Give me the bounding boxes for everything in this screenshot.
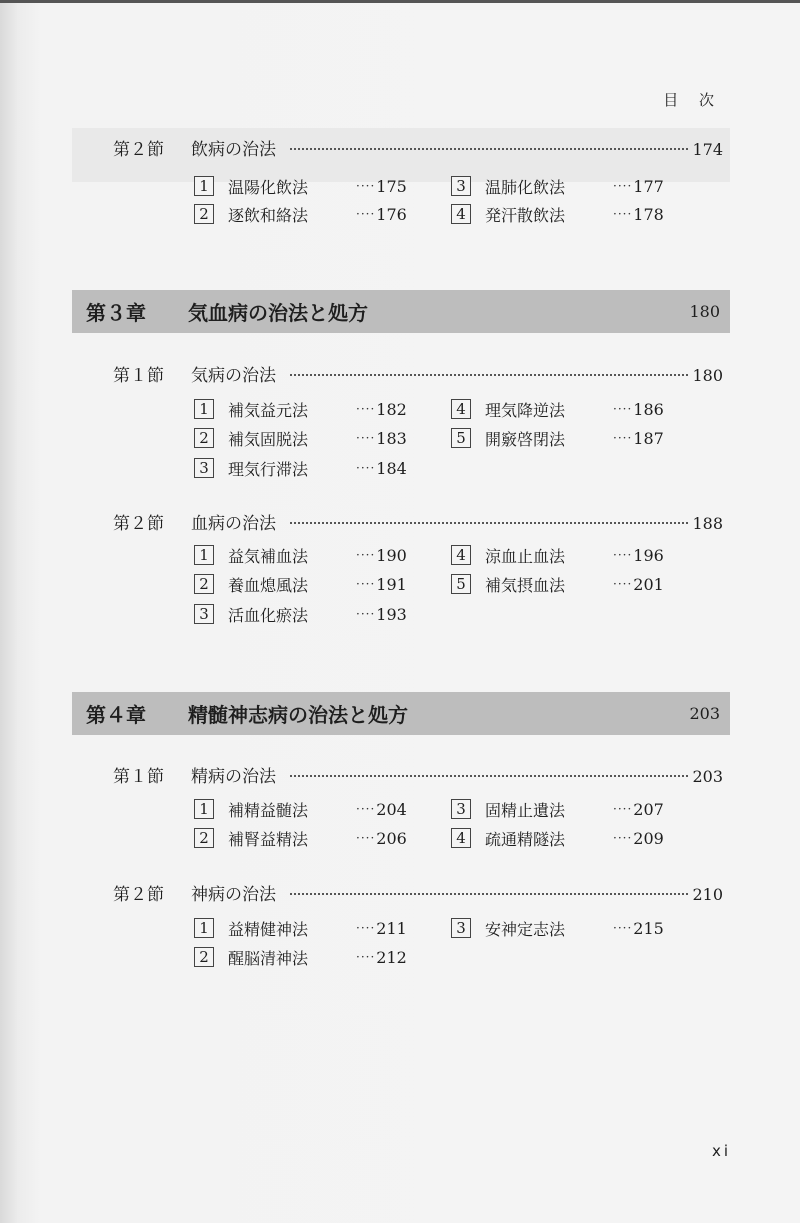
item-label: 発汗散飲法 [485, 205, 566, 225]
item-label: 疏通精隧法 [485, 829, 566, 849]
toc-item[interactable] [451, 202, 664, 226]
item-page: 193 [376, 604, 407, 624]
section-page: 180 [692, 366, 723, 385]
running-head: 目 次 [663, 91, 722, 109]
item-label: 養血熄風法 [228, 575, 309, 595]
section-number: 第１節 [113, 366, 164, 386]
toc-item[interactable] [194, 543, 407, 567]
chapter-number: 第４章 [86, 703, 146, 727]
item-label: 開竅啓閉法 [485, 429, 566, 449]
item-page: 207 [633, 799, 664, 819]
section-title: 神病の治法 [191, 885, 276, 905]
dot-leader: ···· [356, 802, 376, 816]
item-page: 177 [633, 176, 664, 196]
toc-item[interactable] [451, 826, 664, 850]
item-number-box: 2 [194, 947, 214, 967]
toc-item[interactable] [194, 397, 407, 421]
toc-item[interactable] [451, 426, 664, 450]
dot-leader: ···· [613, 802, 633, 816]
toc-item[interactable] [194, 456, 407, 480]
item-page: 215 [633, 918, 664, 938]
item-label: 益気補血法 [228, 546, 309, 566]
page-folio: xi [712, 1142, 732, 1160]
dot-leader: ···· [356, 548, 376, 562]
item-page: 206 [376, 828, 407, 848]
item-number-box: 1 [194, 545, 214, 565]
item-number-box: 1 [194, 399, 214, 419]
item-page: 184 [376, 458, 407, 478]
chapter-title: 気血病の治法と処方 [188, 301, 368, 325]
item-label: 固精止遺法 [485, 800, 566, 820]
item-label: 補腎益精法 [228, 829, 309, 849]
item-page: 187 [633, 428, 664, 448]
item-page: 201 [633, 574, 664, 594]
dot-leader [290, 373, 688, 376]
section-number: 第２節 [113, 514, 164, 534]
toc-chapter-heading[interactable] [72, 692, 730, 735]
item-label: 逐飲和絡法 [228, 205, 309, 225]
section-title: 精病の治法 [191, 767, 276, 787]
chapter-title: 精髄神志病の治法と処方 [188, 703, 408, 727]
item-label: 活血化瘀法 [228, 605, 309, 625]
item-number-box: 1 [194, 918, 214, 938]
dot-leader [290, 147, 688, 150]
item-number-box: 4 [451, 399, 471, 419]
section-page: 203 [692, 767, 723, 786]
toc-item[interactable] [194, 572, 407, 596]
chapter-page: 203 [689, 704, 720, 723]
dot-leader: ···· [613, 548, 633, 562]
item-number-box: 3 [451, 176, 471, 196]
toc-section-entry[interactable] [113, 509, 723, 535]
item-page: 175 [376, 176, 407, 196]
item-page: 212 [376, 947, 407, 967]
scan-edge [0, 0, 800, 3]
dot-leader: ···· [356, 577, 376, 591]
chapter-number: 第３章 [86, 301, 146, 325]
dot-leader: ···· [356, 950, 376, 964]
item-page: 191 [376, 574, 407, 594]
dot-leader: ···· [356, 179, 376, 193]
section-page: 174 [692, 140, 723, 159]
toc-section-entry[interactable] [113, 135, 723, 161]
item-number-box: 1 [194, 176, 214, 196]
dot-leader: ···· [356, 207, 376, 221]
item-page: 182 [376, 399, 407, 419]
dot-leader: ···· [613, 207, 633, 221]
dot-leader [290, 892, 688, 895]
section-page: 188 [692, 514, 723, 533]
section-title: 気病の治法 [191, 366, 276, 386]
dot-leader: ···· [613, 431, 633, 445]
toc-item[interactable] [194, 826, 407, 850]
item-label: 益精健神法 [228, 919, 309, 939]
section-title: 血病の治法 [191, 514, 276, 534]
dot-leader: ···· [356, 921, 376, 935]
dot-leader: ···· [356, 607, 376, 621]
item-page: 190 [376, 545, 407, 565]
toc-item[interactable] [451, 797, 664, 821]
toc-section-entry[interactable] [113, 762, 723, 788]
toc-item[interactable] [194, 797, 407, 821]
toc-item[interactable] [194, 916, 407, 940]
item-number-box: 3 [194, 458, 214, 478]
dot-leader [290, 521, 688, 524]
item-label: 理気降逆法 [485, 400, 566, 420]
section-number: 第２節 [113, 140, 164, 160]
toc-item[interactable] [194, 202, 407, 226]
dot-leader: ···· [356, 831, 376, 845]
item-page: 196 [633, 545, 664, 565]
item-number-box: 3 [451, 918, 471, 938]
item-page: 209 [633, 828, 664, 848]
item-number-box: 5 [451, 574, 471, 594]
section-page: 210 [692, 885, 723, 904]
toc-chapter-heading[interactable] [72, 290, 730, 333]
toc-item[interactable] [194, 602, 407, 626]
section-number: 第２節 [113, 885, 164, 905]
item-label: 温陽化飲法 [228, 177, 309, 197]
item-page: 183 [376, 428, 407, 448]
toc-item[interactable] [194, 174, 407, 198]
item-number-box: 3 [194, 604, 214, 624]
item-number-box: 2 [194, 574, 214, 594]
toc-item[interactable] [451, 174, 664, 198]
dot-leader: ···· [613, 921, 633, 935]
item-label: 温肺化飲法 [485, 177, 566, 197]
item-label: 理気行滞法 [228, 459, 309, 479]
item-label: 涼血止血法 [485, 546, 566, 566]
item-page: 186 [633, 399, 664, 419]
toc-item[interactable] [451, 916, 664, 940]
item-number-box: 2 [194, 828, 214, 848]
item-page: 176 [376, 204, 407, 224]
toc-item[interactable] [451, 572, 664, 596]
toc-section-entry[interactable] [113, 880, 723, 906]
dot-leader: ···· [613, 577, 633, 591]
item-number-box: 1 [194, 799, 214, 819]
item-label: 安神定志法 [485, 919, 566, 939]
item-number-box: 5 [451, 428, 471, 448]
item-number-box: 2 [194, 428, 214, 448]
dot-leader [290, 774, 688, 777]
item-number-box: 2 [194, 204, 214, 224]
dot-leader: ···· [356, 431, 376, 445]
chapter-page: 180 [689, 302, 720, 321]
item-label: 補気益元法 [228, 400, 309, 420]
dot-leader: ···· [613, 402, 633, 416]
toc-item[interactable] [194, 945, 407, 969]
item-label: 補気摂血法 [485, 575, 566, 595]
toc-item[interactable] [451, 397, 664, 421]
item-page: 204 [376, 799, 407, 819]
item-page: 178 [633, 204, 664, 224]
toc-item[interactable] [194, 426, 407, 450]
item-label: 補気固脱法 [228, 429, 309, 449]
item-number-box: 3 [451, 799, 471, 819]
item-number-box: 4 [451, 204, 471, 224]
section-title: 飲病の治法 [191, 140, 276, 160]
section-number: 第１節 [113, 767, 164, 787]
dot-leader: ···· [613, 831, 633, 845]
item-page: 211 [376, 918, 407, 938]
item-number-box: 4 [451, 828, 471, 848]
item-label: 補精益髄法 [228, 800, 309, 820]
dot-leader: ···· [613, 179, 633, 193]
dot-leader: ···· [356, 461, 376, 475]
toc-section-entry[interactable] [113, 361, 723, 387]
item-number-box: 4 [451, 545, 471, 565]
toc-item[interactable] [451, 543, 664, 567]
item-label: 醒脳清神法 [228, 948, 309, 968]
dot-leader: ···· [356, 402, 376, 416]
